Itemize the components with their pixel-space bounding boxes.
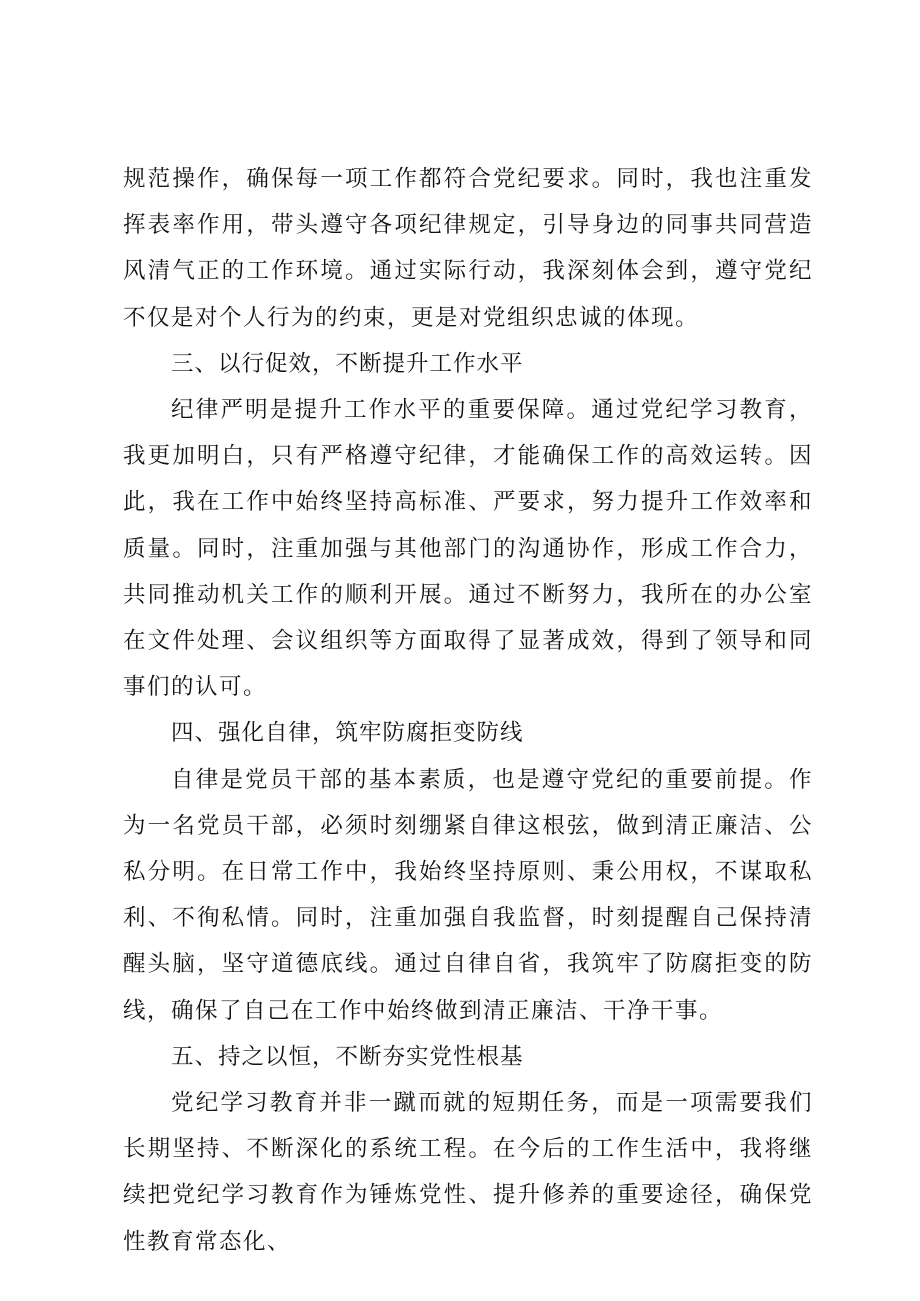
paragraph-section-4: 自律是党员干部的基本素质，也是遵守党纪的重要前提。作为一名党员干部，必须时刻绷紧自律这根弦，做到清正廉洁、公私分明。在日常工作中，我始终坚持原则、秉公用权，不谋取私利、不徇私情。同时，注重加强自我监督，时刻提醒自己保持清醒头脑，坚守道德底线。通过自律自省，我筑牢了防腐拒变的防线，确保了自己在工作中始终做到清正廉洁、干净干事。 (123, 766, 813, 1024)
paragraph-section-5: 党纪学习教育并非一蹴而就的短期任务，而是一项需要我们长期坚持、不断深化的系统工程。在今后的工作生活中，我将继续把党纪学习教育作为锤炼党性、提升修养的重要途径，确保党性教育常态化、 (123, 1090, 813, 1255)
paragraph-continued: 规范操作，确保每一项工作都符合党纪要求。同时，我也注重发挥表率作用，带头遵守各项纪律规定，引导身边的同事共同营造风清气正的工作环境。通过实际行动，我深刻体会到，遵守党纪不仅是对个人行为的约束，更是对党组织忠诚的体现。 (123, 166, 813, 331)
section-heading-4: 四、强化自律，筑牢防腐拒变防线 (171, 720, 524, 747)
section-heading-5: 五、持之以恒，不断夯实党性根基 (171, 1043, 524, 1070)
document-body (123, 156, 813, 1265)
paragraph-section-3: 纪律严明是提升工作水平的重要保障。通过党纪学习教育，我更加明白，只有严格遵守纪律，才能确保工作的高效运转。因此，我在工作中始终坚持高标准、严要求，努力提升工作效率和质量。同时，注重加强与其他部门的沟通协作，形成工作合力，共同推动机关工作的顺利开展。通过不断努力，我所在的办公室在文件处理、会议组织等方面取得了显著成效，得到了领导和同事们的认可。 (123, 397, 813, 701)
section-heading-3: 三、以行促效，不断提升工作水平 (171, 350, 524, 377)
